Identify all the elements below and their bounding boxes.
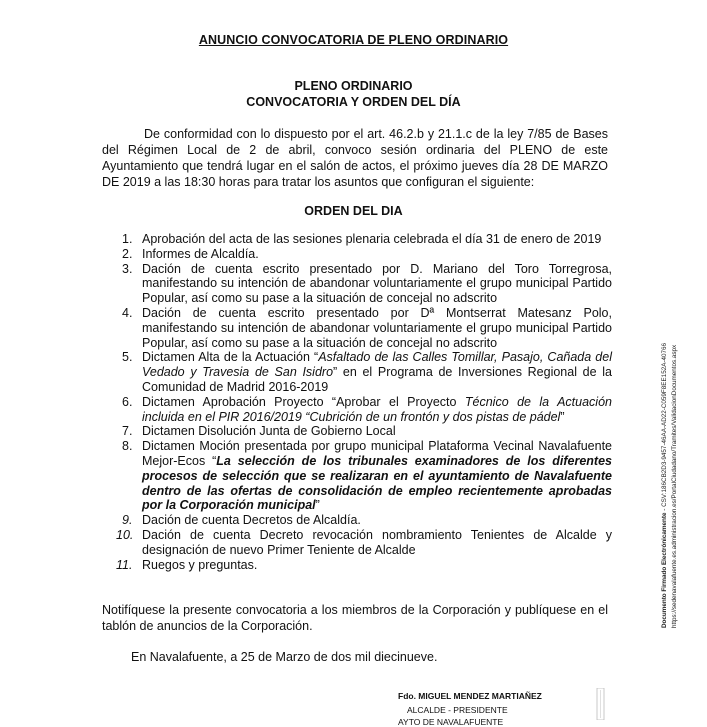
- item-text-c: ”: [315, 498, 320, 513]
- agenda-item: [102, 247, 612, 262]
- item-text: Ruegos y preguntas.: [142, 557, 258, 572]
- agenda-item: [102, 262, 612, 306]
- signature-role: ALCALDE - PRESIDENTE: [407, 705, 508, 715]
- item-number: 2.: [122, 246, 133, 261]
- agenda-item: [102, 558, 612, 573]
- item-text-italic: Asfaltado de las Calles Tomillar, Pasajo, Cañada del Vedado y Travesia de San Isidro: [142, 350, 612, 380]
- signed-doc-label: Documento Firmado Electrónicamente: [661, 512, 668, 628]
- item-text: Informes de Alcaldía.: [142, 246, 259, 261]
- agenda-list: [102, 232, 612, 572]
- csv-code: - CSV:186CB2D3-9457-46AA-AD22-C059F8EE152A-40766: [661, 343, 668, 513]
- item-number: 7.: [122, 424, 133, 439]
- agenda-item: [102, 528, 612, 558]
- item-number: 4.: [122, 305, 133, 320]
- item-text: Dación de cuenta escrito presentado por D. Mariano del Toro Torregrosa, manifestando su intención de abandonar voluntariamente el grupo municipal Partido Popular, así como su pase a la situación de concejal no adscrito: [142, 261, 612, 306]
- item-number: 8.: [122, 439, 133, 454]
- closing-paragraph: Notifíquese la presente convocatoria a los miembros de la Corporación y publíquese en el tablón de anuncios de la Corporación.: [102, 603, 608, 633]
- agenda-item: [102, 424, 612, 439]
- item-number: 6.: [122, 394, 133, 409]
- item-text-a: Dictamen Alta de la Actuación “: [142, 350, 319, 365]
- item-text-a: Dictamen Aprobación Proyecto “Aprobar el Proyecto: [142, 394, 465, 409]
- agenda-item: [102, 232, 612, 247]
- subtitle-pleno: PLENO ORDINARIO: [294, 79, 413, 93]
- item-number: 11.: [116, 557, 133, 572]
- agenda-item: [102, 439, 612, 513]
- date-line: En Navalafuente, a 25 de Marzo de dos mil diecinueve.: [131, 650, 438, 664]
- item-text-bold-italic: La selección de los tribunales examinadores de los diferentes procesos de selección que se realizaran en el ayuntamiento de Navalafuente dentro de las ofertas de consolidación de empleo recientemente aprobadas por la Corporación municipal: [142, 453, 612, 513]
- agenda-item: [102, 513, 612, 528]
- item-text: Dación de cuenta Decreto revocación nombramiento Tenientes de Alcalde y designación de nuevo Primer Teniente de Alcalde: [142, 527, 612, 557]
- orden-del-dia-heading: ORDEN DEL DIA: [304, 204, 403, 218]
- item-text: Dictamen Disolución Junta de Gobierno Local: [142, 424, 396, 439]
- item-text-c: ”: [560, 409, 565, 424]
- validation-url-text[interactable]: https://sedenavalafuente.es.administracion.es/PortalCiudadano/Tramites/ValidacionDocumentos.aspx: [671, 344, 678, 628]
- subtitle-convocatoria: CONVOCATORIA Y ORDEN DEL DÍA: [246, 95, 461, 109]
- item-number: 10.: [116, 527, 134, 542]
- agenda-item: [102, 306, 612, 350]
- agenda-item: [102, 350, 612, 394]
- item-text-italic: Técnico de la Actuación incluida en el PIR 2016/2019 “Cubrición de un frontón y dos pistas de pádel: [142, 394, 612, 424]
- signature-extra: AYTO DE NAVALAFUENTE: [398, 717, 504, 727]
- item-text: Dación de cuenta Decretos de Alcaldía.: [142, 513, 361, 528]
- intro-paragraph: [102, 126, 608, 190]
- item-number: 3.: [122, 261, 133, 276]
- item-text: Dación de cuenta escrito presentado por Dª Montserrat Matesanz Polo, manifestando su intención de abandonar voluntariamente el grupo municipal Partido Popular, así como su pase a la situación de concejal no adscrito: [142, 305, 612, 350]
- intro-text: De conformidad con lo dispuesto por el art. 46.2.b y 21.1.c de la ley 7/85 de Bases del Régimen Local de 2 de abril, convoco sesión ordinaria del PLENO de este Ayuntamiento que tendrá lugar en el salón de actos, el próximo jueves día 28 DE MARZO DE 2019 a las 18:30 horas para tratar los asuntos que configuran el siguiente:: [102, 127, 608, 189]
- document-title: ANUNCIO CONVOCATORIA DE PLENO ORDINARIO: [198, 33, 509, 47]
- item-text-c: ” en el Programa de Inversiones Regional de la Comunidad de Madrid 2016-2019: [142, 365, 612, 394]
- item-number: 5.: [122, 350, 133, 365]
- signature-name: Fdo. MIGUEL MENDEZ MARTIAÑEZ: [398, 691, 542, 701]
- agenda-item: [102, 395, 612, 425]
- item-text: Aprobación del acta de las sesiones plenaria celebrada el día 31 de enero de 2019: [142, 232, 602, 246]
- stamp-mark-icon: [596, 688, 605, 720]
- item-number: 1.: [122, 232, 133, 246]
- validation-url[interactable]: [671, 345, 679, 628]
- item-text-a: Dictamen Moción presentada por grupo municipal Plataforma Vecinal Navalafuente Mejor-Ecos “: [142, 439, 612, 468]
- item-number: 9.: [122, 513, 133, 528]
- electronic-signature-note: [661, 343, 669, 628]
